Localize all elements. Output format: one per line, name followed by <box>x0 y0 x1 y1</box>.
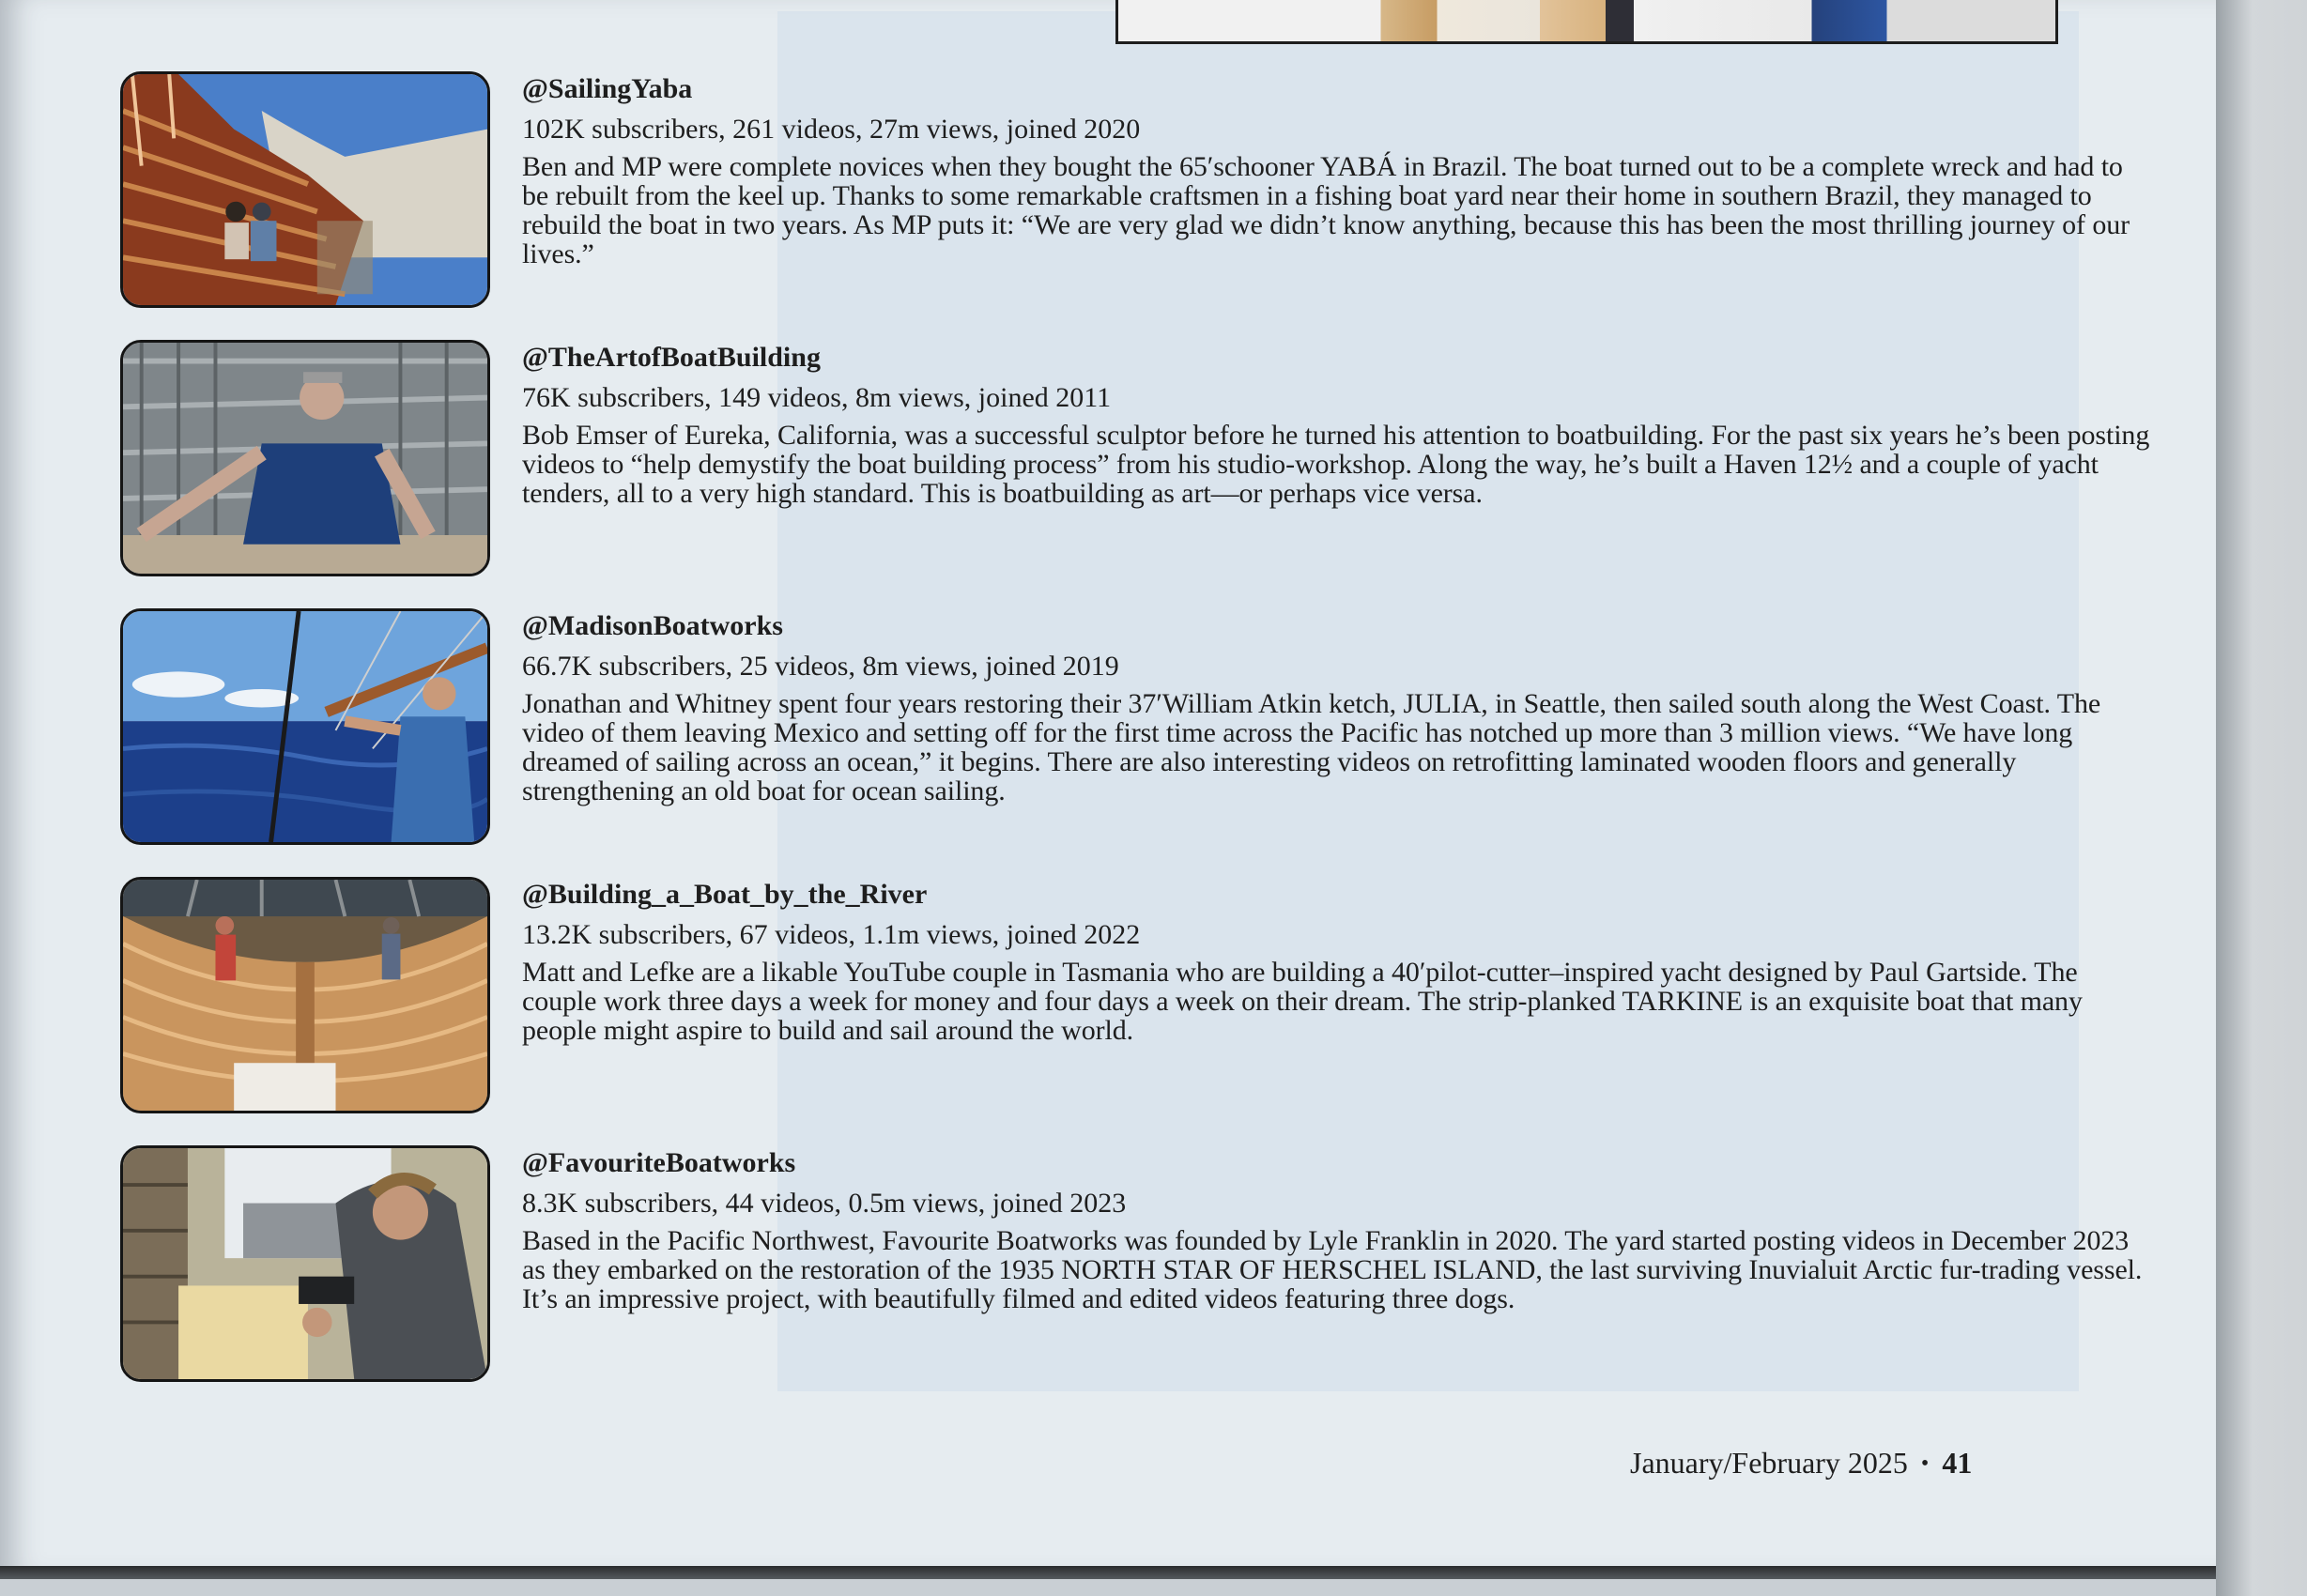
channel-stats: 102K subscribers, 261 videos, 27m views, joined 2020 <box>522 114 1141 145</box>
channel-description: Based in the Pacific Northwest, Favourite Boatworks was founded by Lyle Franklin in 2020. The yard started posting videos in December 2023 as they embarked on the restoration of the 1935 NORTH STAR OF HERSCHEL ISLAND, the last surviving Inuvialuit Arctic fur-trading vessel. It’s an impressive project, with beautifully filmed and edited videos featuring three dogs. <box>522 1225 2143 1314</box>
footer-bullet: • <box>1920 1451 1930 1476</box>
video-thumbnail[interactable] <box>120 1145 490 1382</box>
channel-stats: 66.7K subscribers, 25 videos, 8m views, joined 2019 <box>522 651 1119 682</box>
page-number: 41 <box>1942 1446 1973 1480</box>
video-thumbnail[interactable] <box>120 340 490 576</box>
top-photo-fragment <box>1115 0 2058 44</box>
channel-description: Matt and Lefke are a likable YouTube couple in Tasmania who are building a 40′pilot-cutter–inspired yacht designed by Paul Gartside. The couple work three days a week for money and four days a week on their dream. The strip-planked TARKINE is an exquisite boat that many people might aspire to build and sail around the world. <box>522 957 2083 1046</box>
page-footer <box>1630 1446 1972 1481</box>
channel-handle[interactable]: @SailingYaba <box>522 73 693 104</box>
channel-description: Jonathan and Whitney spent four years restoring their 37′William Atkin ketch, JULIA, in Seattle, then sailed south along the West Coast. The video of them leaving Mexico and setting off for the first time across the Pacific has notched up more than 3 million views. “We have long dreamed of sailing across an ocean,” it begins. There are also interesting videos on retrofitting laminated wooden floors and generally strengthening an old boat for ocean sailing. <box>522 688 2101 806</box>
channel-stats: 13.2K subscribers, 67 videos, 1.1m views, joined 2022 <box>522 919 1141 950</box>
page-bottom-edge <box>0 1566 2216 1579</box>
channel-text <box>522 71 2156 269</box>
ocean-sailing-image <box>123 611 487 842</box>
channel-description: Ben and MP were complete novices when they bought the 65′schooner YABÁ in Brazil. The boat turned out to be a complete wreck and had to be rebuilt from the keel up. Thanks to some remarkable craftsmen in a fishing boat yard near their home in southern Brazil, they managed to rebuild the boat in two years. As MP puts it: “We are very glad we didn’t know anything, because this has been the most thrilling journey of our lives.” <box>522 151 2130 269</box>
channel-handle[interactable]: @FavouriteBoatworks <box>522 1147 796 1178</box>
page-gutter <box>2216 0 2307 1596</box>
channel-entry <box>120 340 2150 580</box>
channel-text <box>522 877 2156 1045</box>
channel-entry <box>120 1145 2143 1386</box>
channel-handle[interactable]: @TheArtofBoatBuilding <box>522 342 821 373</box>
schooner-hull-image <box>123 74 487 305</box>
issue-date: January/February 2025 <box>1630 1446 1908 1480</box>
channel-stats: 76K subscribers, 149 videos, 8m views, joined 2011 <box>522 382 1112 413</box>
channel-handle[interactable]: @MadisonBoatworks <box>522 610 783 641</box>
woodworker-image <box>123 1148 487 1379</box>
hull-construction-image <box>123 880 487 1111</box>
video-thumbnail[interactable] <box>120 71 490 308</box>
channel-text <box>522 340 2156 508</box>
channel-handle[interactable]: @Building_a_Boat_by_the_River <box>522 879 928 910</box>
channel-entry <box>120 608 2101 849</box>
channel-text <box>522 1145 2156 1313</box>
channel-entry <box>120 877 2083 1117</box>
channel-text <box>522 608 2156 806</box>
video-thumbnail[interactable] <box>120 877 490 1113</box>
channel-stats: 8.3K subscribers, 44 videos, 0.5m views, joined 2023 <box>522 1188 1127 1219</box>
channel-description: Bob Emser of Eureka, California, was a successful sculptor before he turned his attention to boatbuilding. For the past six years he’s been posting videos to “help demystify the boat building process” from his studio-workshop. Along the way, he’s built a Haven 12½ and a couple of yacht tenders, all to a very high standard. This is boatbuilding as art—or perhaps vice versa. <box>522 420 2150 509</box>
channel-entry <box>120 71 2130 312</box>
video-thumbnail[interactable] <box>120 608 490 845</box>
workshop-sculptor-image <box>123 343 487 574</box>
